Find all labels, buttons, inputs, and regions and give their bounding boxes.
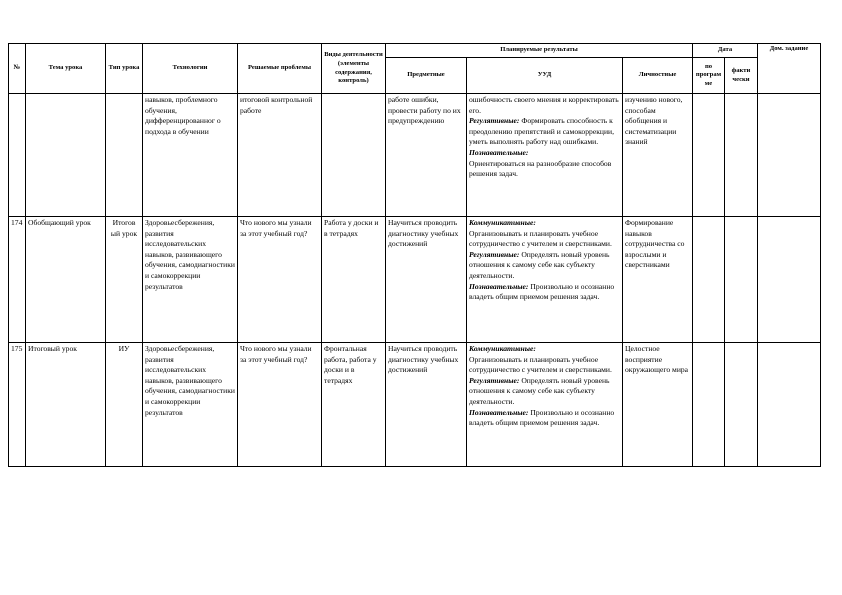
uud-label: Регулятивные: — [469, 375, 520, 385]
cell-date-fact — [725, 343, 758, 467]
uud-paragraph — [469, 148, 620, 159]
uud-paragraph — [469, 282, 620, 303]
uud-text: Произвольно и осознанно владеть общим приемом решения задач. — [469, 407, 615, 428]
cell-problems: Что нового мы узнали за этот учебный год? — [238, 217, 322, 343]
cell-personal: Целостное восприятие окружающего мира — [623, 343, 693, 467]
uud-text: Формировать способность к преодолению препятствий и самокоррекции, уметь выполнять работу над ошибками. — [469, 116, 614, 147]
table-header — [9, 44, 821, 94]
uud-text: Произвольно и осознанно владеть общим приемом решения задач. — [469, 281, 615, 302]
cell-topic: Обобщающий урок — [26, 217, 106, 343]
header-date: Дата — [693, 44, 758, 58]
cell-topic: Итоговый урок — [26, 343, 106, 467]
cell-uud — [467, 94, 623, 217]
header-type: Тип урока — [106, 44, 143, 94]
cell-activities: Фронтальная работа, работа у доски и в тетрадях — [322, 343, 386, 467]
uud-paragraph — [469, 116, 620, 148]
cell-tech: навыков, проблемного обучения, дифференцированног о подхода в обучении — [143, 94, 238, 217]
cell-homework — [758, 217, 821, 343]
uud-paragraph — [469, 229, 620, 250]
cell-homework — [758, 94, 821, 217]
header-num: № — [9, 44, 26, 94]
table-body — [9, 94, 821, 467]
table-row — [9, 343, 821, 467]
uud-paragraph — [469, 408, 620, 429]
cell-date-fact — [725, 217, 758, 343]
header-problems: Решаемые проблемы — [238, 44, 322, 94]
cell-personal: Формирование навыков сотрудничества со взрослыми и сверстниками — [623, 217, 693, 343]
cell-uud — [467, 217, 623, 343]
uud-text: Ориентироваться на разнообразие способов решения задач. — [469, 158, 612, 179]
header-date-plan: по програм ме — [693, 58, 725, 94]
uud-paragraph — [469, 250, 620, 282]
header-homework: Дом. задание — [758, 44, 821, 94]
table-row — [9, 94, 821, 217]
cell-num: 174 — [9, 217, 26, 343]
uud-text: Организовывать и планировать учебное сотрудничество с учителем и сверстниками. — [469, 354, 612, 375]
cell-date-plan — [693, 343, 725, 467]
uud-label: Регулятивные: — [469, 116, 520, 126]
uud-label: Регулятивные: — [469, 249, 520, 259]
lesson-plan-table — [8, 43, 821, 467]
uud-text: Организовывать и планировать учебное сотрудничество с учителем и сверстниками. — [469, 228, 612, 249]
cell-type — [106, 94, 143, 217]
cell-homework — [758, 343, 821, 467]
header-planned: Планируемые результаты — [386, 44, 693, 58]
cell-uud — [467, 343, 623, 467]
cell-date-plan — [693, 94, 725, 217]
uud-paragraph — [469, 344, 620, 355]
uud-label: Познавательные: — [469, 407, 529, 417]
uud-paragraph — [469, 218, 620, 229]
cell-personal: изучению нового, способам обобщения и систематизации знаний — [623, 94, 693, 217]
cell-date-plan — [693, 217, 725, 343]
uud-label: Коммуникативные: — [469, 344, 536, 353]
cell-tech: Здоровьесбережения, развития исследовательских навыков, развивающего обучения, самодиагностики и самокоррекции результатов — [143, 343, 238, 467]
cell-activities — [322, 94, 386, 217]
cell-topic — [26, 94, 106, 217]
uud-paragraph — [469, 95, 620, 116]
uud-text: Определять новый уровень отношения к самому себе как субъекту деятельности. — [469, 375, 610, 406]
cell-tech: Здоровьесбережения, развития исследовательских навыков, развивающего обучения, самодиагностики и самокоррекции результатов — [143, 217, 238, 343]
cell-problems: итоговой контрольной работе — [238, 94, 322, 217]
header-topic: Тема урока — [26, 44, 106, 94]
header-activities: Виды деятельности (элементы содержания, контроль) — [322, 44, 386, 94]
uud-paragraph — [469, 159, 620, 180]
header-personal: Личностные — [623, 58, 693, 94]
uud-label: Познавательные: — [469, 147, 529, 157]
uud-paragraph — [469, 355, 620, 376]
cell-problems: Что нового мы узнали за этот учебный год? — [238, 343, 322, 467]
cell-activities: Работа у доски и в тетрадях — [322, 217, 386, 343]
uud-label: Коммуникативные: — [469, 218, 536, 227]
header-date-fact: факти чески — [725, 58, 758, 94]
cell-subject: Научиться проводить диагностику учебных достижений — [386, 217, 467, 343]
cell-type: ИУ — [106, 343, 143, 467]
cell-num — [9, 94, 26, 217]
header-uud: УУД — [467, 58, 623, 94]
cell-type: Итогов ый урок — [106, 217, 143, 343]
table-row — [9, 217, 821, 343]
cell-subject: работе ошибки, провести работу по их предупреждению — [386, 94, 467, 217]
cell-num: 175 — [9, 343, 26, 467]
uud-label: Познавательные: — [469, 281, 529, 291]
cell-date-fact — [725, 94, 758, 217]
uud-text: Определять новый уровень отношения к самому себе как субъекту деятельности. — [469, 249, 610, 280]
cell-subject: Научиться проводить диагностику учебных достижений — [386, 343, 467, 467]
uud-paragraph — [469, 376, 620, 408]
uud-text: ошибочность своего мнения и корректировать его. — [469, 95, 619, 115]
header-subject: Предметные — [386, 58, 467, 94]
header-tech: Технологии — [143, 44, 238, 94]
